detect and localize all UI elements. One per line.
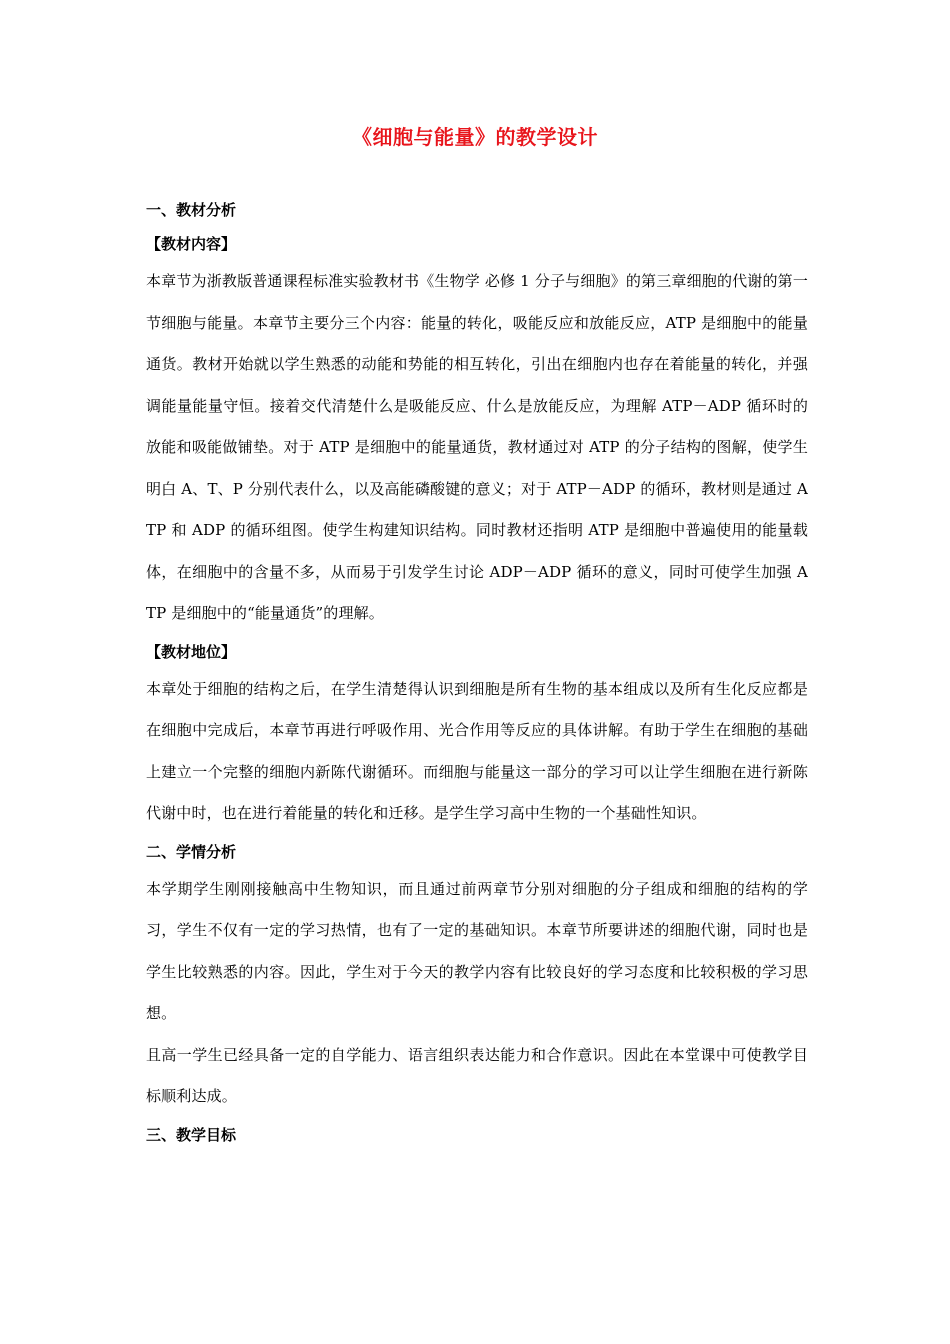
paragraph-learner-analysis-2: 且高一学生已经具备一定的自学能力、语言组织表达能力和合作意识。因此在本堂课中可使教学目标顺利达成。 — [146, 1045, 808, 1105]
paragraph-textbook-position: 本章处于细胞的结构之后，在学生清楚得认识到细胞是所有生物的基本组成以及所有生化反应都是在细胞中完成后，本章节再进行呼吸作用、光合作用等反应的具体讲解。有助于学生在细胞的基础上建立一个完整的细胞内新陈代谢循环。而细胞与能量这一部分的学习可以让学生细胞在进行新陈代谢中时，也在进行着能量的转化和迁移。是学生学习高中生物的一个基础性知识。 — [146, 679, 808, 822]
paragraph-learner-analysis-1: 本学期学生刚刚接触高中生物知识，而且通过前两章节分别对细胞的分子组成和细胞的结构的学习，学生不仅有一定的学习热情，也有了一定的基础知识。本章节所要讲述的细胞代谢，同时也是学生比较熟悉的内容。因此，学生对于今天的教学内容有比较良好的学习态度和比较积极的学习思想。 — [146, 879, 808, 1022]
document-title: 《细胞与能量》的教学设计 — [352, 125, 598, 149]
section-heading-learner-analysis: 二、学情分析 — [146, 842, 237, 861]
paragraph-textbook-content: 本章节为浙教版普通课程标准实验教材书《生物学 必修 1 分子与细胞》的第三章细胞的代谢的第一节细胞与能量。本章节主要分三个内容：能量的转化，吸能反应和放能反应，ATP 是细胞中的能量通货。教材开始就以学生熟悉的动能和势能的相互转化，引出在细胞内也存在着能量的转化，并强调能量能量守恒。接着交代清楚什么是吸能反应、什么是放能反应，为理解 ATP－ADP 循环时的放能和吸能做铺垫。对于 ATP 是细胞中的能量通货，教材通过对 ATP 的分子结构的图解，使学生明白 A、T、P 分别代表什么，以及高能磷酸键的意义；对于 ATP－ADP 的循环，教材则是通过 ATP 和 ADP 的循环组图。使学生构建知识结构。同时教材还指明 ATP 是细胞中普遍使用的能量载体，在细胞中的含量不多，从而易于引发学生讨论 ADP－ADP 循环的意义，同时可使学生加强 ATP 是细胞中的“能量通货”的理解。 — [146, 272, 808, 622]
subheading-textbook-position: 【教材地位】 — [146, 642, 237, 661]
section-heading-teaching-goals: 三、教学目标 — [146, 1125, 237, 1144]
document-body — [146, 193, 808, 1152]
subheading-textbook-content: 【教材内容】 — [146, 235, 237, 253]
section-heading-textbook-analysis: 一、教材分析 — [146, 201, 237, 219]
